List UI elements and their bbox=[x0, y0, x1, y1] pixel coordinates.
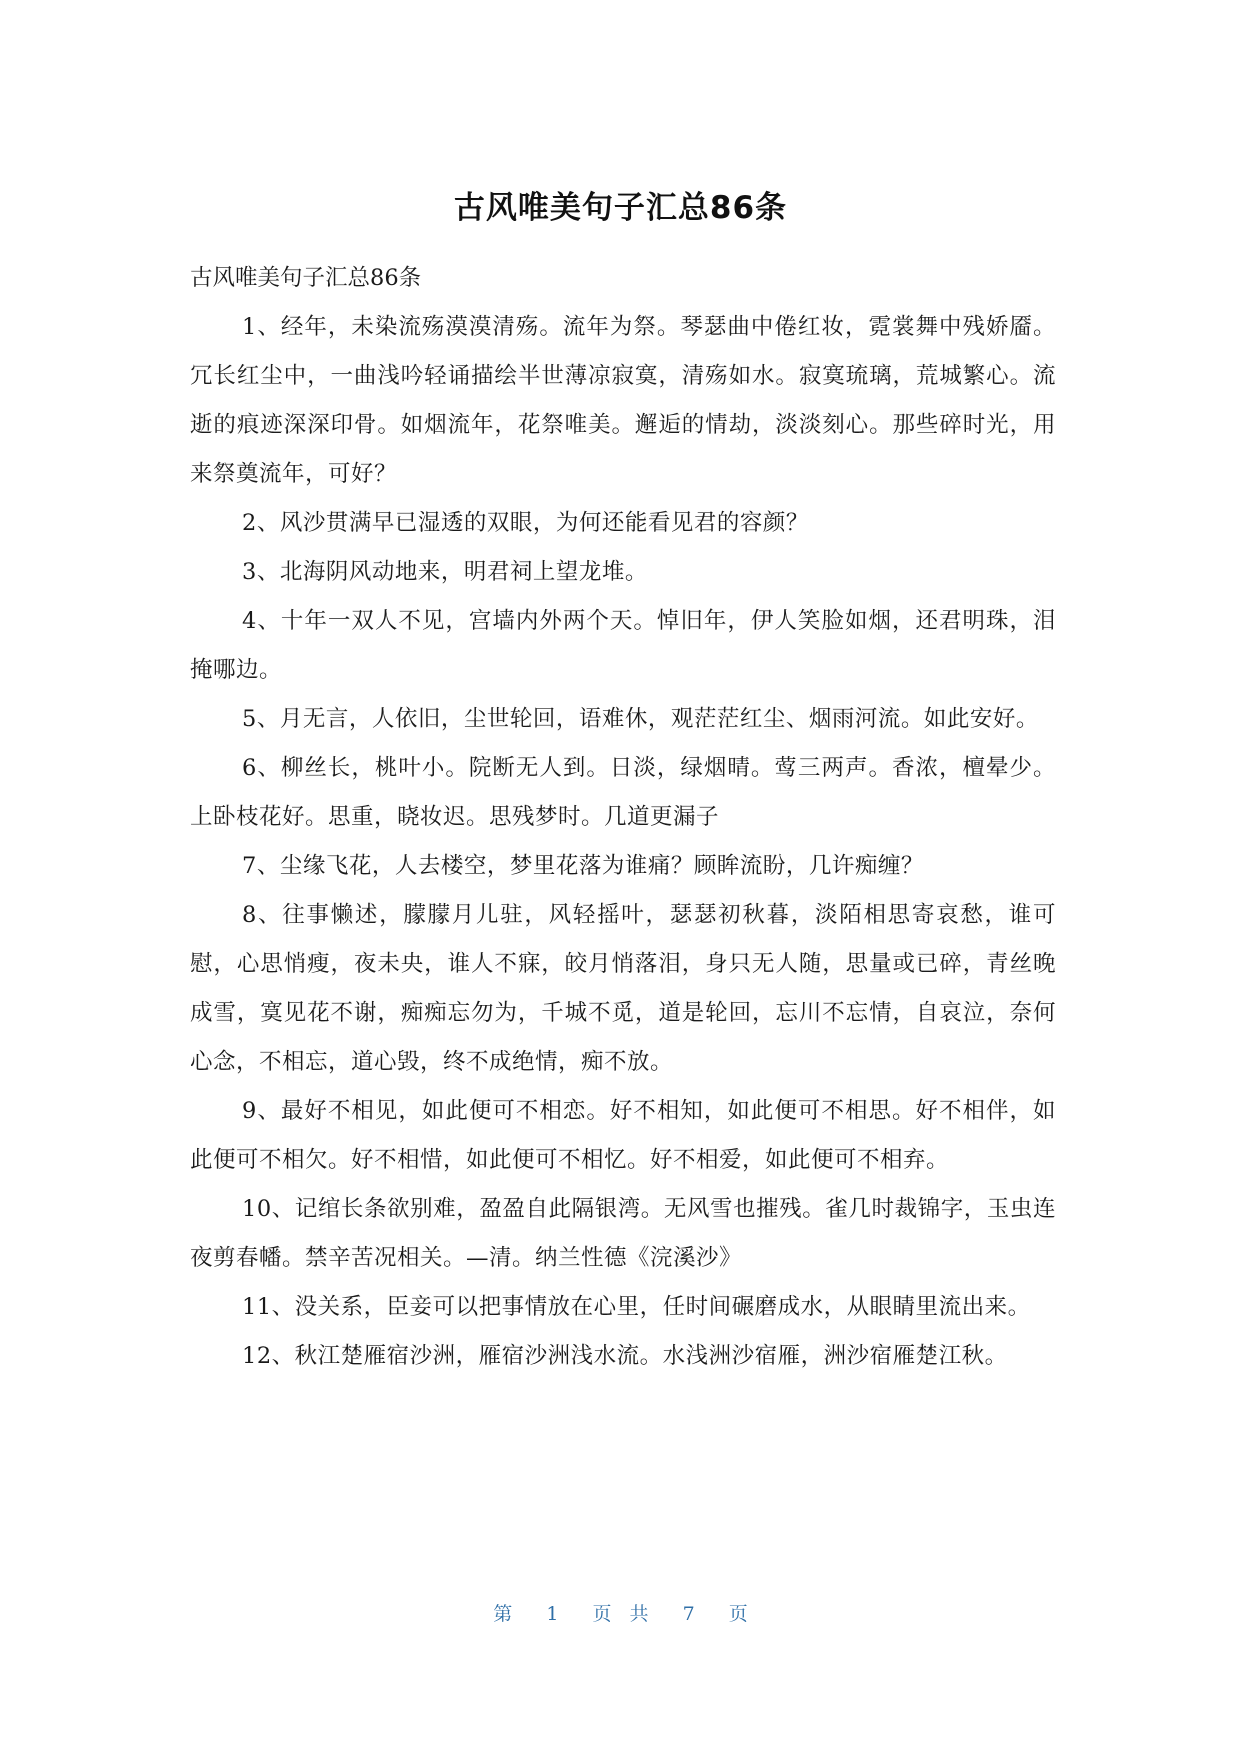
footer-current-page: 1 bbox=[546, 1603, 559, 1625]
paragraph-2: 2、风沙贯满早已湿透的双眼，为何还能看见君的容颜？ bbox=[242, 510, 809, 536]
paragraph-9: 9、最好不相见，如此便可不相恋。好不相知，如此便可不相思。好不相伴，如此便可不相欠。好不相惜，如此便可不相忆。好不相爱，如此便可不相弃。 bbox=[190, 1098, 1056, 1173]
paragraph-4: 4、十年一双人不见，宫墙内外两个天。悼旧年，伊人笑脸如烟，还君明珠，泪掩哪边。 bbox=[190, 608, 1056, 683]
paragraph-7: 7、尘缘飞花，人去楼空，梦里花落为谁痛？顾眸流盼，几许痴缠？ bbox=[242, 853, 924, 879]
paragraph-12: 12、秋江楚雁宿沙洲，雁宿沙洲浅水流。水浅洲沙宿雁，洲沙宿雁楚江秋。 bbox=[242, 1343, 1008, 1369]
paragraph-3: 3、北海阴风动地来，明君祠上望龙堆。 bbox=[242, 559, 648, 585]
paragraph-5: 5、月无言，人依旧，尘世轮回，语难休，观茫茫红尘、烟雨河流。如此安好。 bbox=[242, 706, 1039, 732]
footer-prefix: 第 bbox=[493, 1603, 513, 1625]
paragraph-6: 6、柳丝长，桃叶小。院断无人到。日淡，绿烟晴。莺三两声。香浓，檀晕少。上卧枝花好。思重，晓妆迟。思残梦时。几道更漏子 bbox=[190, 755, 1056, 830]
footer-middle: 页 共 bbox=[592, 1603, 649, 1625]
footer-suffix: 页 bbox=[728, 1603, 748, 1625]
document-body bbox=[190, 254, 1056, 1381]
document-subtitle: 古风唯美句子汇总86条 bbox=[190, 265, 422, 291]
paragraph-8: 8、往事懒述，朦朦月儿驻，风轻摇叶，瑟瑟初秋暮，淡陌相思寄哀愁，谁可慰，心思悄瘦，夜未央，谁人不寐，皎月悄落泪，身只无人随，思量或已碎，青丝晚成雪，寞见花不谢，痴痴忘勿为，千城不觅，道是轮回，忘川不忘情，自哀泣，奈何心念，不相忘，道心毁，终不成绝情，痴不放。 bbox=[190, 902, 1056, 1075]
paragraph-11: 11、没关系，臣妾可以把事情放在心里，任时间碾磨成水，从眼睛里流出来。 bbox=[242, 1294, 1031, 1320]
footer-total-pages: 7 bbox=[682, 1603, 695, 1625]
paragraph-1: 1、经年，未染流殇漠漠清殇。流年为祭。琴瑟曲中倦红妆，霓裳舞中残娇靥。冗长红尘中，一曲浅吟轻诵描绘半世薄凉寂寞，清殇如水。寂寞琉璃，荒城繁心。流逝的痕迹深深印骨。如烟流年，花祭唯美。邂逅的情劫，淡淡刻心。那些碎时光，用来祭奠流年，可好？ bbox=[190, 314, 1056, 487]
paragraph-10: 10、记绾长条欲别难，盈盈自此隔银湾。无风雪也摧残。雀几时裁锦字，玉虫连夜剪春幡。禁辛苦况相关。—清。纳兰性德《浣溪沙》 bbox=[190, 1196, 1056, 1271]
document-title: 古风唯美句子汇总86条 bbox=[453, 190, 788, 226]
page-footer bbox=[0, 1602, 1241, 1626]
